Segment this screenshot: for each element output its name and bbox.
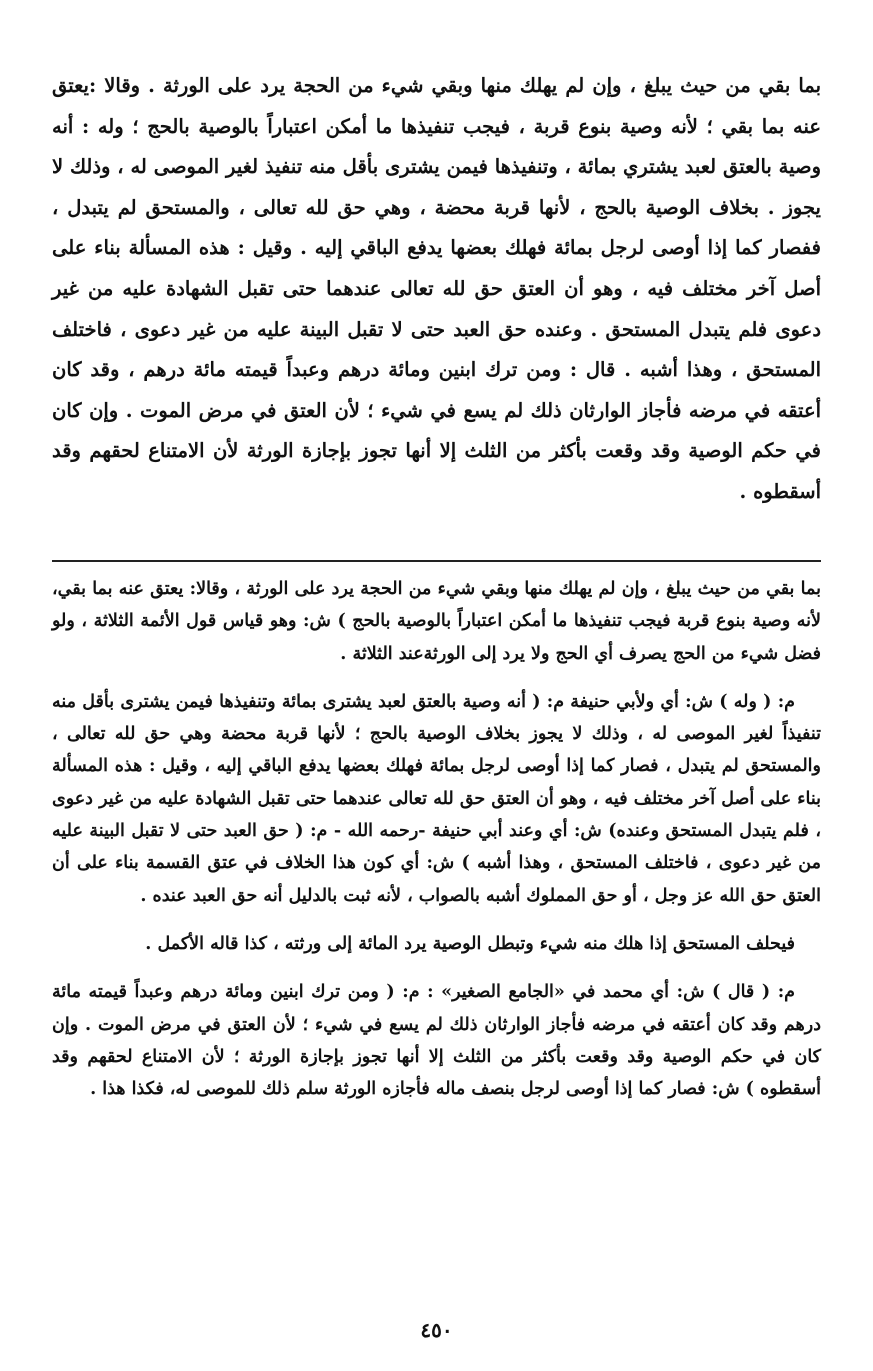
- commentary-paragraph-4: م: ( قال ) ش: أي محمد في «الجامع الصغير» : م: ( ومن ترك ابنين ومائة درهم وعبداً قيمته مائة درهم وقد كان أعتقه في مرضه فأجاز الوارثان ذلك لم يسع في شيء ؛ لأن العتق في مرض الموت . وإن كان في حكم الوصية وقد وقعت بأكثر من الثلث إلا أنها تجوز بإجازة الورثة ؛ لأن الامتناع لحقهم وقد أسقطوه ) ش: فصار كما إذا أوصى لرجل بنصف ماله فأجازه الورثة سلم ذلك للموصى له، فكذا هذا .: [52, 982, 821, 1100]
- page-number: ٤٥٠: [420, 1318, 453, 1342]
- section-divider: [52, 560, 821, 562]
- main-text-block: بما بقي من حيث يبلغ ، وإن لم يهلك منها وبقي شيء من الحجة يرد على الورثة . وقالا :يعتق عنه بما بقي ؛ لأنه وصية بنوع قربة ، فيجب تنفيذها ما أمكن اعتباراً بالوصية بالحج ؛ وله : أنه وصية بالعتق لعبد يشتري بمائة ، وتنفيذها فيمن يشترى بأقل منه تنفيذ لغير الموصى له ، وذلك لا يجوز . بخلاف الوصية بالحج ، لأنها قربة محضة ، وهي حق لله تعالى ، والمستحق لم يتبدل ، ففصار كما إذا أوصى لرجل بمائة فهلك بعضها يدفع الباقي إليه . وقيل : هذه المسألة بناء على أصل آخر مختلف فيه ، وهو أن العتق حق لله تعالى عندهما حتى تقبل الشهادة عليه من غير دعوى فلم يتبدل المستحق . وعنده حق العبد حتى لا تقبل البينة عليه من غير دعوى ، فاختلف المستحق ، وهذا أشبه . قال : ومن ترك ابنين ومائة درهم وعبداً قيمته مائة درهم ، وقد كان أعتقه في مرضه فأجاز الوارثان ذلك لم يسع في شيء ؛ لأن العتق في مرض الموت . وإن كان في حكم الوصية وقد وقعت بأكثر من الثلث إلا أنها تجوز بإجازة الورثة لأن الامتناع لحقهم وقد أسقطوه .: [52, 74, 821, 503]
- commentary-paragraph-3: فيحلف المستحق إذا هلك منه شيء وتبطل الوصية يرد المائة إلى ورثته ، كذا قاله الأكمل .: [145, 933, 795, 954]
- commentary-block: [52, 573, 821, 1121]
- commentary-paragraph-2: م: ( وله ) ش: أي ولأبي حنيفة م: ( أنه وصية بالعتق لعبد يشترى بمائة وتنفيذها فيمن يشترى بأقل منه تنفيذاً لغير الموصى له ، وذلك لا يجوز بخلاف الوصية بالحج ؛ لأنها قربة محضة وهي حق لله تعالى ، والمستحق لم يتبدل ، فصار كما إذا أوصى لرجل بمائة فهلك بعضها يدفع الباقي إليه ، وقيل : هذه المسألة بناء على أصل آخر مختلف فيه ، وهو أن العتق حق لله تعالى عندهما حتى تقبل الشهادة عليه من غير دعوى ، فلم يتبدل المستحق وعنده) ش: أي وعند أبي حنيفة -رحمه الله - م: ( حق العبد حتى لا تقبل البينة عليه من غير دعوى ، فاختلف المستحق ، وهذا أشبه ) ش: أي كون هذا الخلاف في عتق القسمة بناء على أن العتق حق الله عز وجل ، أو حق المملوك أشبه بالصواب ، لأنه ثبت بالدليل أنه حق العبد عنده .: [52, 691, 821, 906]
- commentary-paragraph-1: بما بقي من حيث يبلغ ، وإن لم يهلك منها وبقي شيء من الحجة يرد على الورثة ، وقالا: يعتق عنه بما بقي، لأنه وصية بنوع قربة فيجب تنفيذها ما أمكن اعتباراً بالوصية بالحج ) ش: وهو قياس قول الأئمة الثلاثة ، ولو فضل شيء من الحج يصرف أي الحج ولا يرد إلى الورثةعند الثلاثة .: [52, 579, 821, 664]
